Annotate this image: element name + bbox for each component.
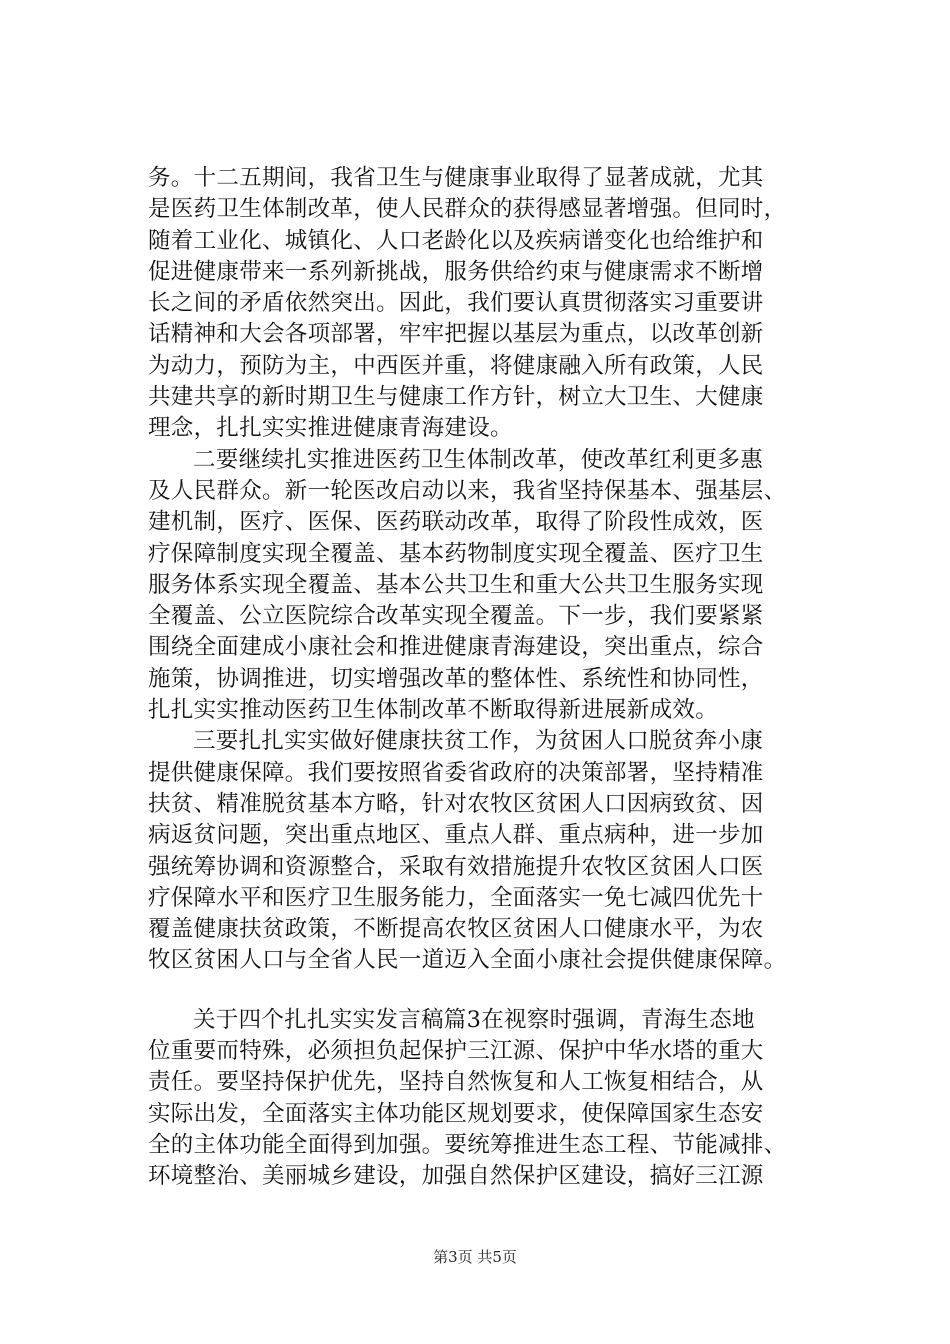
paragraph-line: 提供健康保障。我们要按照省委省政府的决策部署，坚持精准 [148,759,764,786]
paragraph-line: 二要继续扎实推进医药卫生体制改革，使改革红利更多惠 [193,446,764,473]
paragraph-line: 共建共享的新时期卫生与健康工作方针，树立大卫生、大健康 [148,384,764,411]
paragraph-line: 扶贫、精准脱贫基本方略，针对农牧区贫困人口因病致贫、因 [148,790,764,817]
paragraph-line: 建机制，医疗、医保、医药联动改革，取得了阶段性成效，医 [148,509,764,536]
page-footer: 第3页 共5页 [433,1248,517,1266]
paragraph-line: 覆盖健康扶贫政策，不断提高农牧区贫困人口健康水平，为农 [148,916,764,943]
paragraph-line: 扎扎实实推动医药卫生体制改革不断取得新进展新成效。 [148,697,719,724]
paragraph-line: 务。十二五期间，我省卫生与健康事业取得了显著成就，尤其 [148,165,764,191]
paragraph-line: 实际出发，全面落实主体功能区规划要求，使保障国家生态安 [148,1100,764,1127]
paragraph-line: 强统筹协调和资源整合，采取有效措施提升农牧区贫困人口医 [148,853,764,880]
paragraph-line: 话精神和大会各项部署，牢牢把握以基层为重点，以改革创新 [148,321,764,348]
paragraph-line: 长之间的矛盾依然突出。因此，我们要认真贯彻落实习重要讲 [148,290,764,317]
paragraph-line: 全覆盖、公立医院综合改革实现全覆盖。下一步，我们要紧紧 [148,603,764,630]
paragraph-line: 关于四个扎扎实实发言稿篇3在视察时强调，青海生态地 [193,1006,755,1033]
paragraph-line: 为动力，预防为主，中西医并重，将健康融入所有政策，人民 [148,352,764,379]
paragraph-line: 环境整治、美丽城乡建设，加强自然保护区建设，搞好三江源 [148,1163,764,1190]
paragraph-line: 随着工业化、城镇化、人口老龄化以及疾病谱变化也给维护和 [148,227,764,254]
paragraph-line: 三要扎扎实实做好健康扶贫工作，为贫困人口脱贫奔小康 [193,728,764,755]
paragraph-line: 围绕全面建成小康社会和推进健康青海建设，突出重点，综合 [148,634,764,661]
paragraph-line: 病返贫问题，突出重点地区、重点人群、重点病种，进一步加 [148,822,764,849]
paragraph-line: 施策，协调推进，切实增强改革的整体性、系统性和协同性， [148,665,764,692]
paragraph-line: 疗保障水平和医疗卫生服务能力，全面落实一免七减四优先十 [148,884,764,911]
paragraph-line: 牧区贫困人口与全省人民一道迈入全面小康社会提供健康保障。 [148,947,787,974]
paragraph-line: 服务体系实现全覆盖、基本公共卫生和重大公共卫生服务实现 [148,571,764,598]
paragraph-line: 促进健康带来一系列新挑战，服务供给约束与健康需求不断增 [148,258,764,285]
paragraph-line: 全的主体功能全面得到加强。要统筹推进生态工程、节能减排、 [148,1131,787,1158]
paragraph-line: 是医药卫生体制改革，使人民群众的获得感显著增强。但同时， [148,196,787,223]
paragraph-line: 及人民群众。新一轮医改启动以来，我省坚持保基本、强基层、 [148,477,787,504]
paragraph-line: 责任。要坚持保护优先，坚持自然恢复和人工恢复相结合，从 [148,1069,764,1096]
paragraph-line: 疗保障制度实现全覆盖、基本药物制度实现全覆盖、医疗卫生 [148,540,764,567]
paragraph-line: 理念，扎扎实实推进健康青海建设。 [148,415,513,442]
paragraph-line: 位重要而特殊，必须担负起保护三江源、保护中华水塔的重大 [148,1038,764,1065]
body-text [148,163,838,1193]
